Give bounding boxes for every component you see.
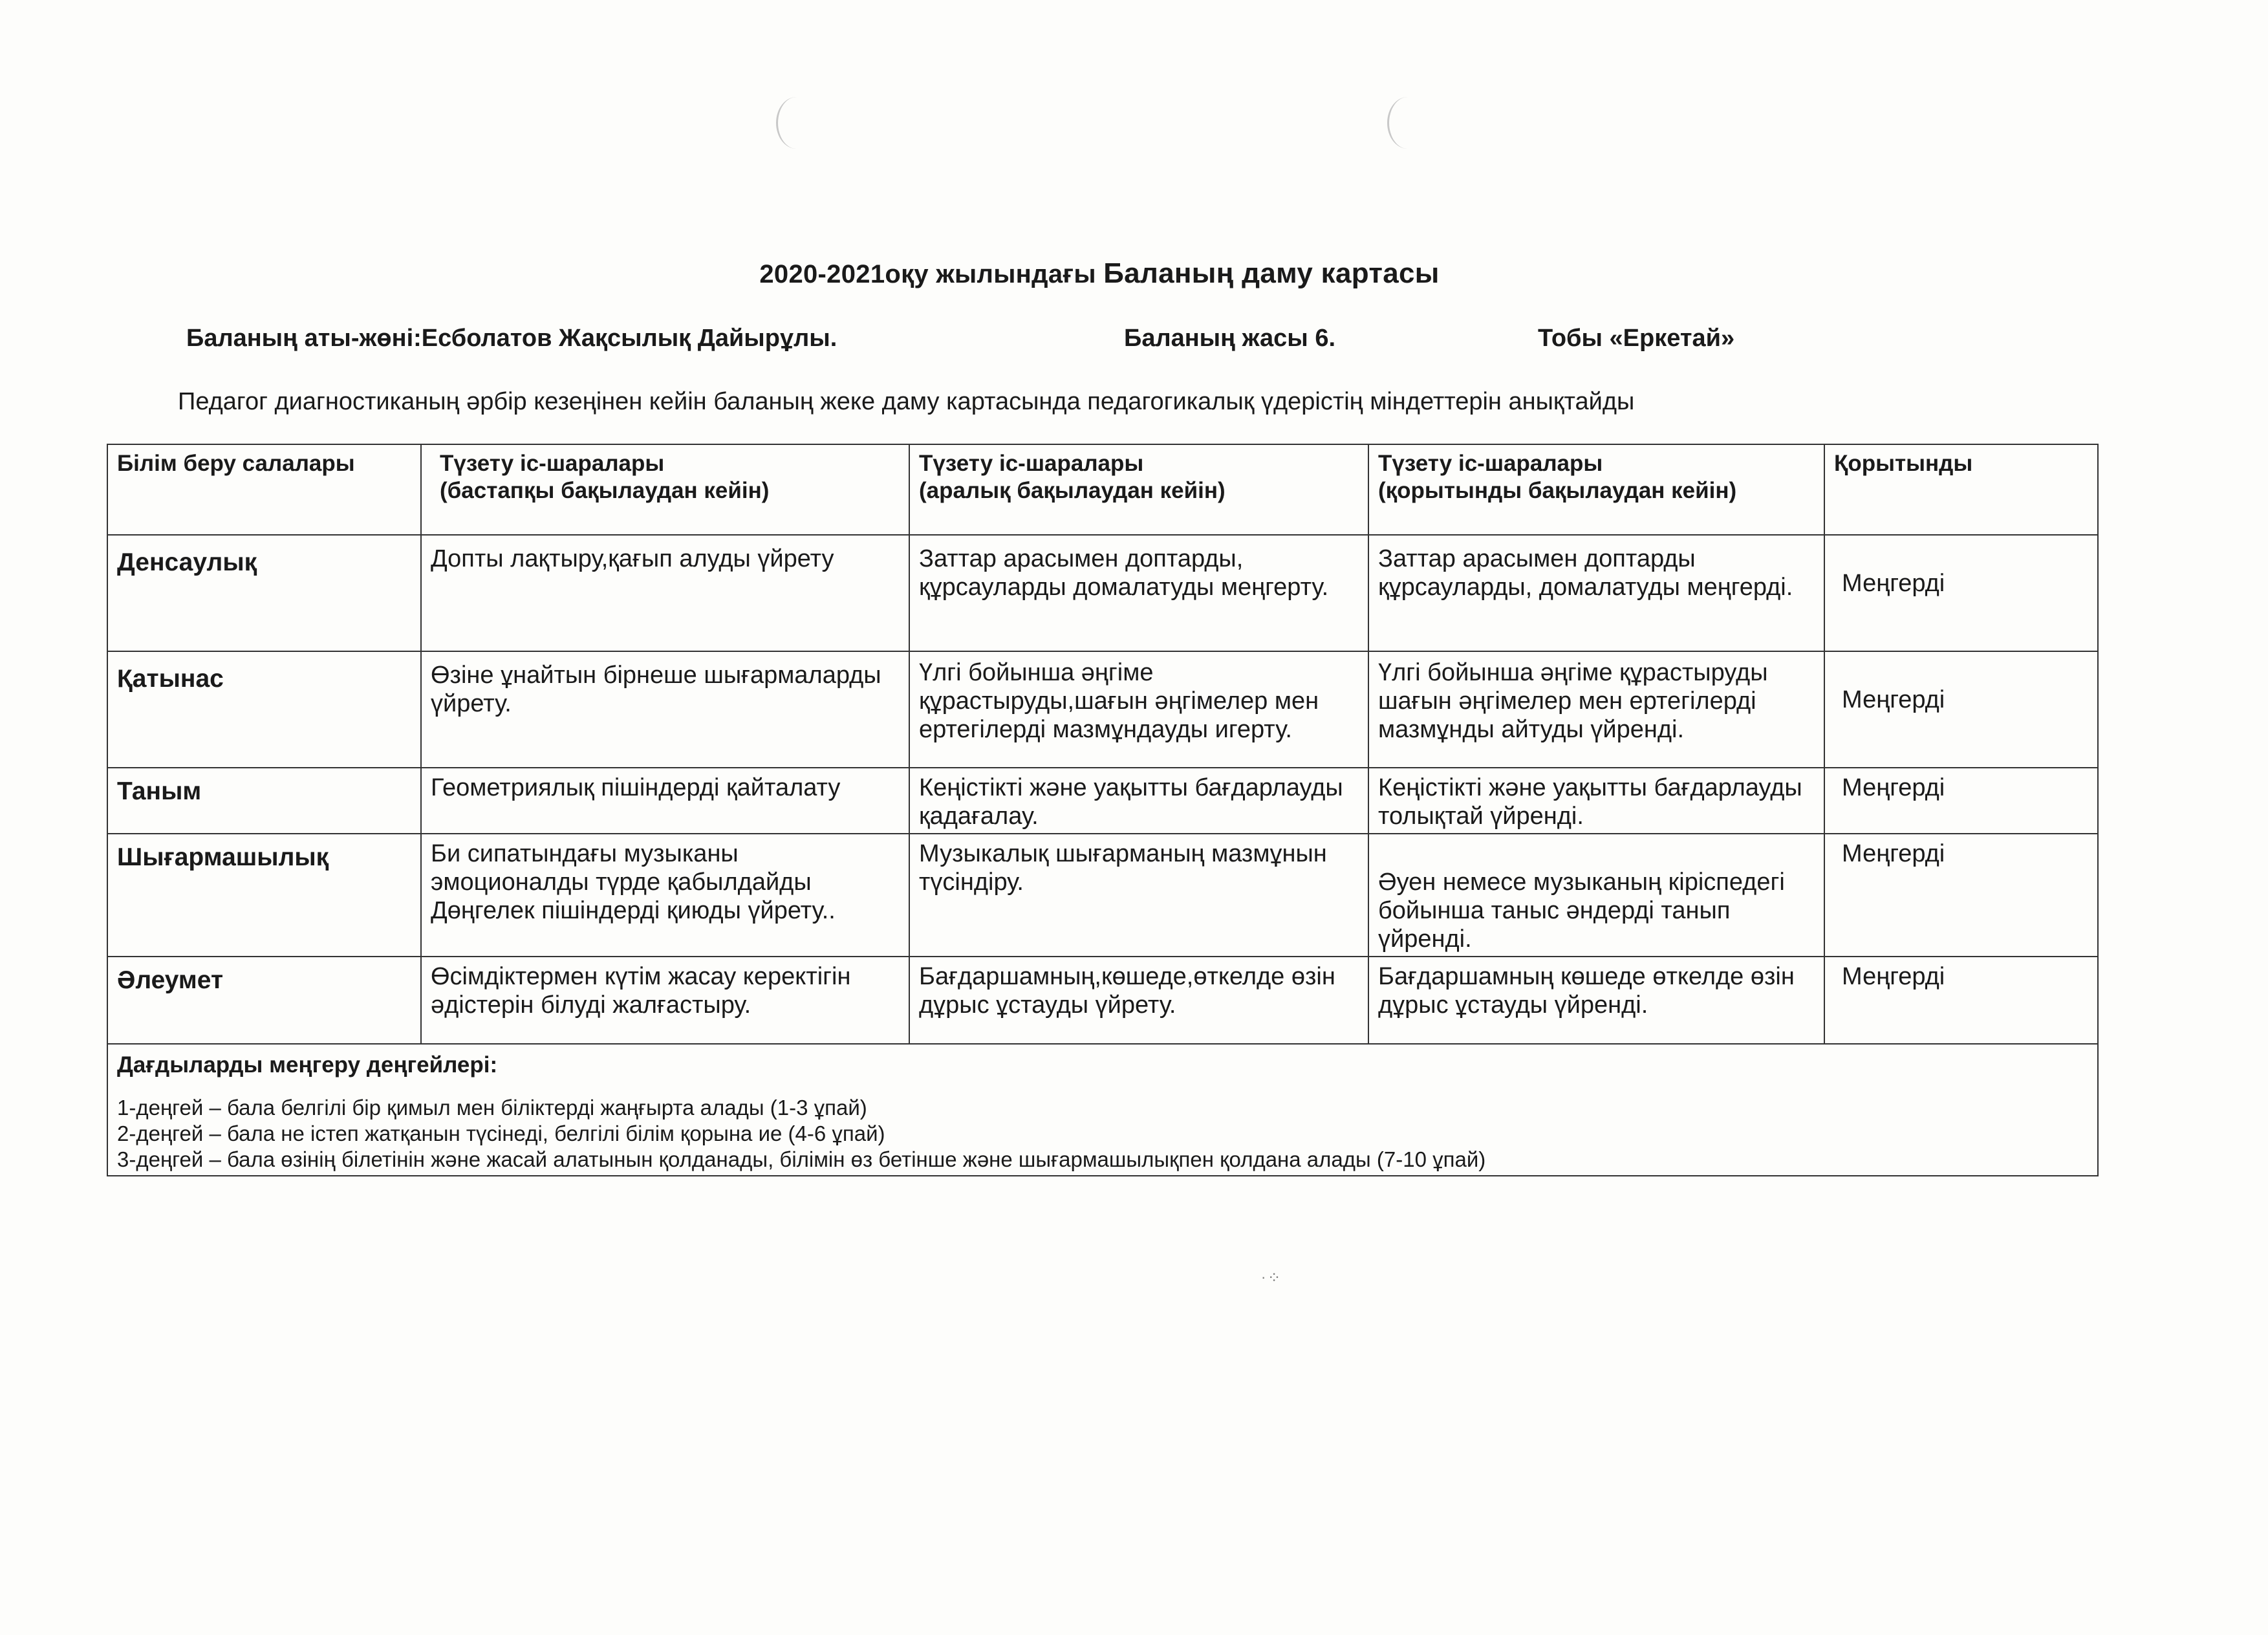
- document-title: [0, 257, 2199, 290]
- intermediate-cell: Заттар арасымен доптарды, құрсауларды домалатуды меңгерту.: [909, 535, 1368, 651]
- header-initial: Түзету іс-шаралары (бастапқы бақылаудан кейін): [421, 444, 909, 535]
- header-final: Түзету іс-шаралары (қорытынды бақылаудан кейін): [1368, 444, 1824, 535]
- punch-hole-mark: [776, 97, 817, 149]
- result-cell: Меңгерді: [1824, 768, 2098, 834]
- result-cell: Меңгерді: [1824, 651, 2098, 768]
- table-row: [107, 768, 2098, 834]
- final-cell: Әуен немесе музыканың кіріспедегі бойынша таныс әндерді танып үйренді.: [1368, 834, 1824, 957]
- table-row: [107, 535, 2098, 651]
- legend-cell: [107, 1044, 2098, 1176]
- area-cell: Денсаулық: [107, 535, 421, 651]
- area-cell: Таным: [107, 768, 421, 834]
- result-cell: Меңгерді: [1824, 535, 2098, 651]
- initial-cell: Өзіне ұнайтын бірнеше шығармаларды үйрету.: [421, 651, 909, 768]
- intro-text: Педагог диагностиканың әрбір кезеңінен кейін баланың жеке даму картасында педагогикалық үдерістің міндеттерін анықтайды: [178, 388, 1635, 415]
- table-row: [107, 957, 2098, 1044]
- child-name: Баланың аты-жөні:Есболатов Жақсылық Дайырұлы.: [186, 325, 837, 352]
- table-row: [107, 834, 2098, 957]
- legend-level-2: 2-деңгей – бала не істеп жатқанын түсінеді, белгілі білім қорына ие (4-6 ұпай): [117, 1121, 885, 1145]
- final-cell: Үлгі бойынша әңгіме құрастыруды шағын әңгімелер мен ертегілерді мазмұнды айтуды үйренді.: [1368, 651, 1824, 768]
- final-cell: Бағдаршамның көшеде өткелде өзін дұрыс ұстауды үйренді.: [1368, 957, 1824, 1044]
- initial-cell: Өсімдіктермен күтім жасау керектігін әдістерін білуді жалғастыру.: [421, 957, 909, 1044]
- result-cell: Меңгерді: [1824, 957, 2098, 1044]
- title-year: 2020-2021оқу жылындағы: [759, 260, 1096, 288]
- development-table: [107, 444, 2099, 1176]
- header-area: Білім беру салалары: [107, 444, 421, 535]
- table-header-row: [107, 444, 2098, 535]
- area-cell: Әлеумет: [107, 957, 421, 1044]
- initial-cell: Допты лақтыру,қағып алуды үйрету: [421, 535, 909, 651]
- legend-title: Дағдыларды меңгеру деңгейлері:: [117, 1052, 498, 1077]
- legend-row: [107, 1044, 2098, 1176]
- intermediate-cell: Музыкалық шығарманың мазмұнын түсіндіру.: [909, 834, 1368, 957]
- final-cell: Кеңістікті және уақытты бағдарлауды толықтай үйренді.: [1368, 768, 1824, 834]
- final-cell: Заттар арасымен доптарды құрсауларды, домалатуды меңгерді.: [1368, 535, 1824, 651]
- table-row: [107, 651, 2098, 768]
- legend-level-3: 3-деңгей – бала өзінің білетінін және жасай алатынын қолданады, білімін өз бетінше және шығармашылықпен қолдана алады (7-10 ұпай): [117, 1147, 1486, 1171]
- scan-specks: · ༶: [1261, 1269, 1279, 1285]
- result-cell: Меңгерді: [1824, 834, 2098, 957]
- punch-hole-mark: [1387, 97, 1428, 149]
- child-group: Тобы «Еркетай»: [1538, 325, 1735, 352]
- area-cell: Шығармашылық: [107, 834, 421, 957]
- header-intermediate: Түзету іс-шаралары (аралық бақылаудан кейін): [909, 444, 1368, 535]
- initial-cell: Геометриялық пішіндерді қайталату: [421, 768, 909, 834]
- area-cell: Қатынас: [107, 651, 421, 768]
- legend-level-1: 1-деңгей – бала белгілі бір қимыл мен біліктерді жаңғырта алады (1-3 ұпай): [117, 1096, 867, 1120]
- header-result: Қорытынды: [1824, 444, 2098, 535]
- intermediate-cell: Бағдаршамның,көшеде,өткелде өзін дұрыс ұстауды үйрету.: [909, 957, 1368, 1044]
- child-age: Баланың жасы 6.: [1124, 325, 1336, 352]
- intermediate-cell: Үлгі бойынша әңгіме құрастыруды,шағын әңгімелер мен ертегілерді мазмұндауды игерту.: [909, 651, 1368, 768]
- intermediate-cell: Кеңістікті және уақытты бағдарлауды қадағалау.: [909, 768, 1368, 834]
- initial-cell: Би сипатындағы музыканы эмоционалды түрде қабылдайды Дөңгелек пішіндерді қиюды үйрету..: [421, 834, 909, 957]
- title-main: Баланың даму картасы: [1103, 257, 1440, 289]
